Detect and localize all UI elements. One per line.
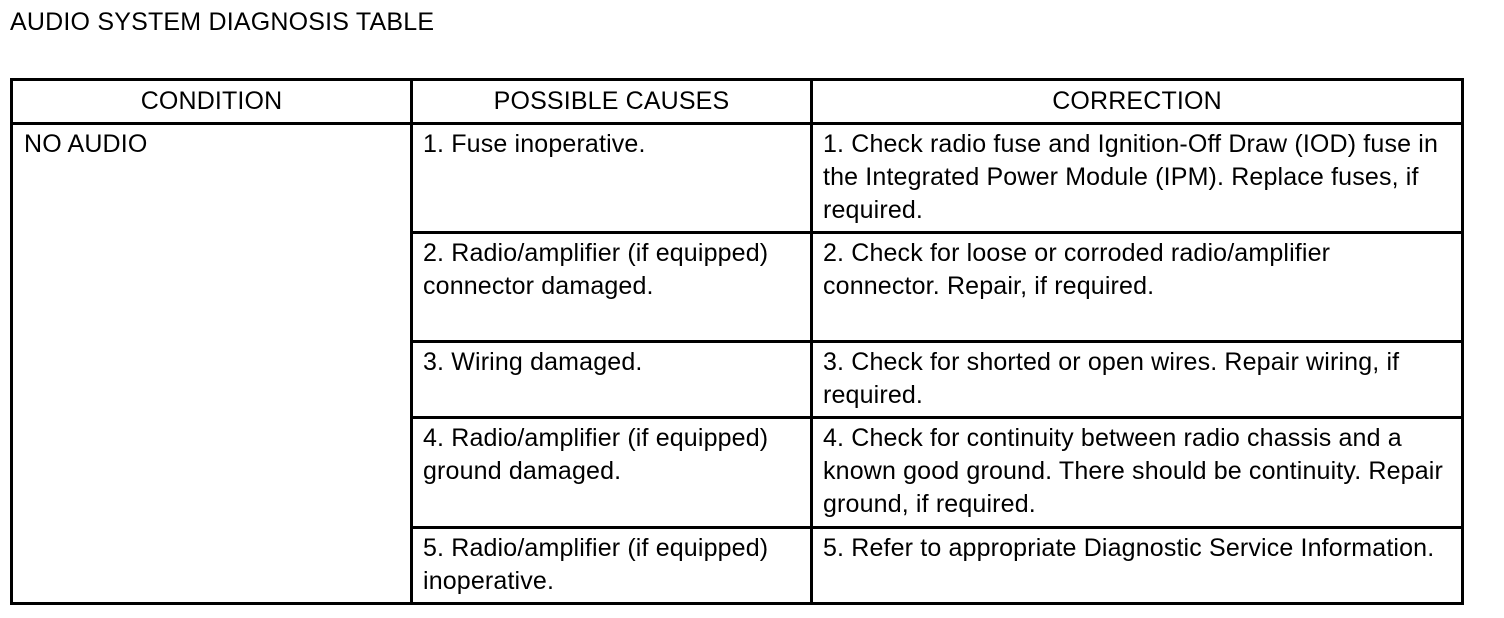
cause-cell [412, 418, 812, 528]
document-title: AUDIO SYSTEM DIAGNOSIS TABLE [10, 8, 435, 36]
condition-cell [12, 124, 412, 604]
correction-text: 1. Check radio fuse and Ignition-Off Draw (IOD) fuse in the Integrated Power Module (IPM). Replace fuses, if required. [823, 130, 1439, 224]
cause-text: 1. Fuse inoperative. [423, 130, 646, 158]
diagnosis-table [10, 78, 1464, 605]
cause-cell [412, 528, 812, 604]
correction-cell [812, 528, 1463, 604]
cause-cell [412, 233, 812, 342]
column-header-possible-causes: POSSIBLE CAUSES [412, 80, 812, 124]
correction-text: 2. Check for loose or corroded radio/amplifier connector. Repair, if required. [823, 239, 1331, 300]
correction-text: 5. Refer to appropriate Diagnostic Service Information. [823, 534, 1435, 562]
cause-cell [412, 124, 812, 233]
column-header-condition: CONDITION [12, 80, 412, 124]
correction-cell [812, 124, 1463, 233]
table-header-row [12, 80, 1463, 124]
condition-text: NO AUDIO [24, 130, 148, 158]
cause-text: 3. Wiring damaged. [423, 348, 643, 376]
correction-cell [812, 342, 1463, 418]
correction-text: 4. Check for continuity between radio chassis and a known good ground. There should be continuity. Repair ground, if required. [823, 424, 1443, 518]
correction-text: 3. Check for shorted or open wires. Repair wiring, if required. [823, 348, 1400, 409]
correction-cell [812, 418, 1463, 528]
table-row [12, 124, 1463, 233]
cause-text: 2. Radio/amplifier (if equipped) connector damaged. [423, 239, 769, 300]
cause-text: 5. Radio/amplifier (if equipped) inoperative. [423, 534, 769, 595]
column-header-correction: CORRECTION [812, 80, 1463, 124]
cause-cell [412, 342, 812, 418]
correction-cell [812, 233, 1463, 342]
cause-text: 4. Radio/amplifier (if equipped) ground damaged. [423, 424, 769, 485]
